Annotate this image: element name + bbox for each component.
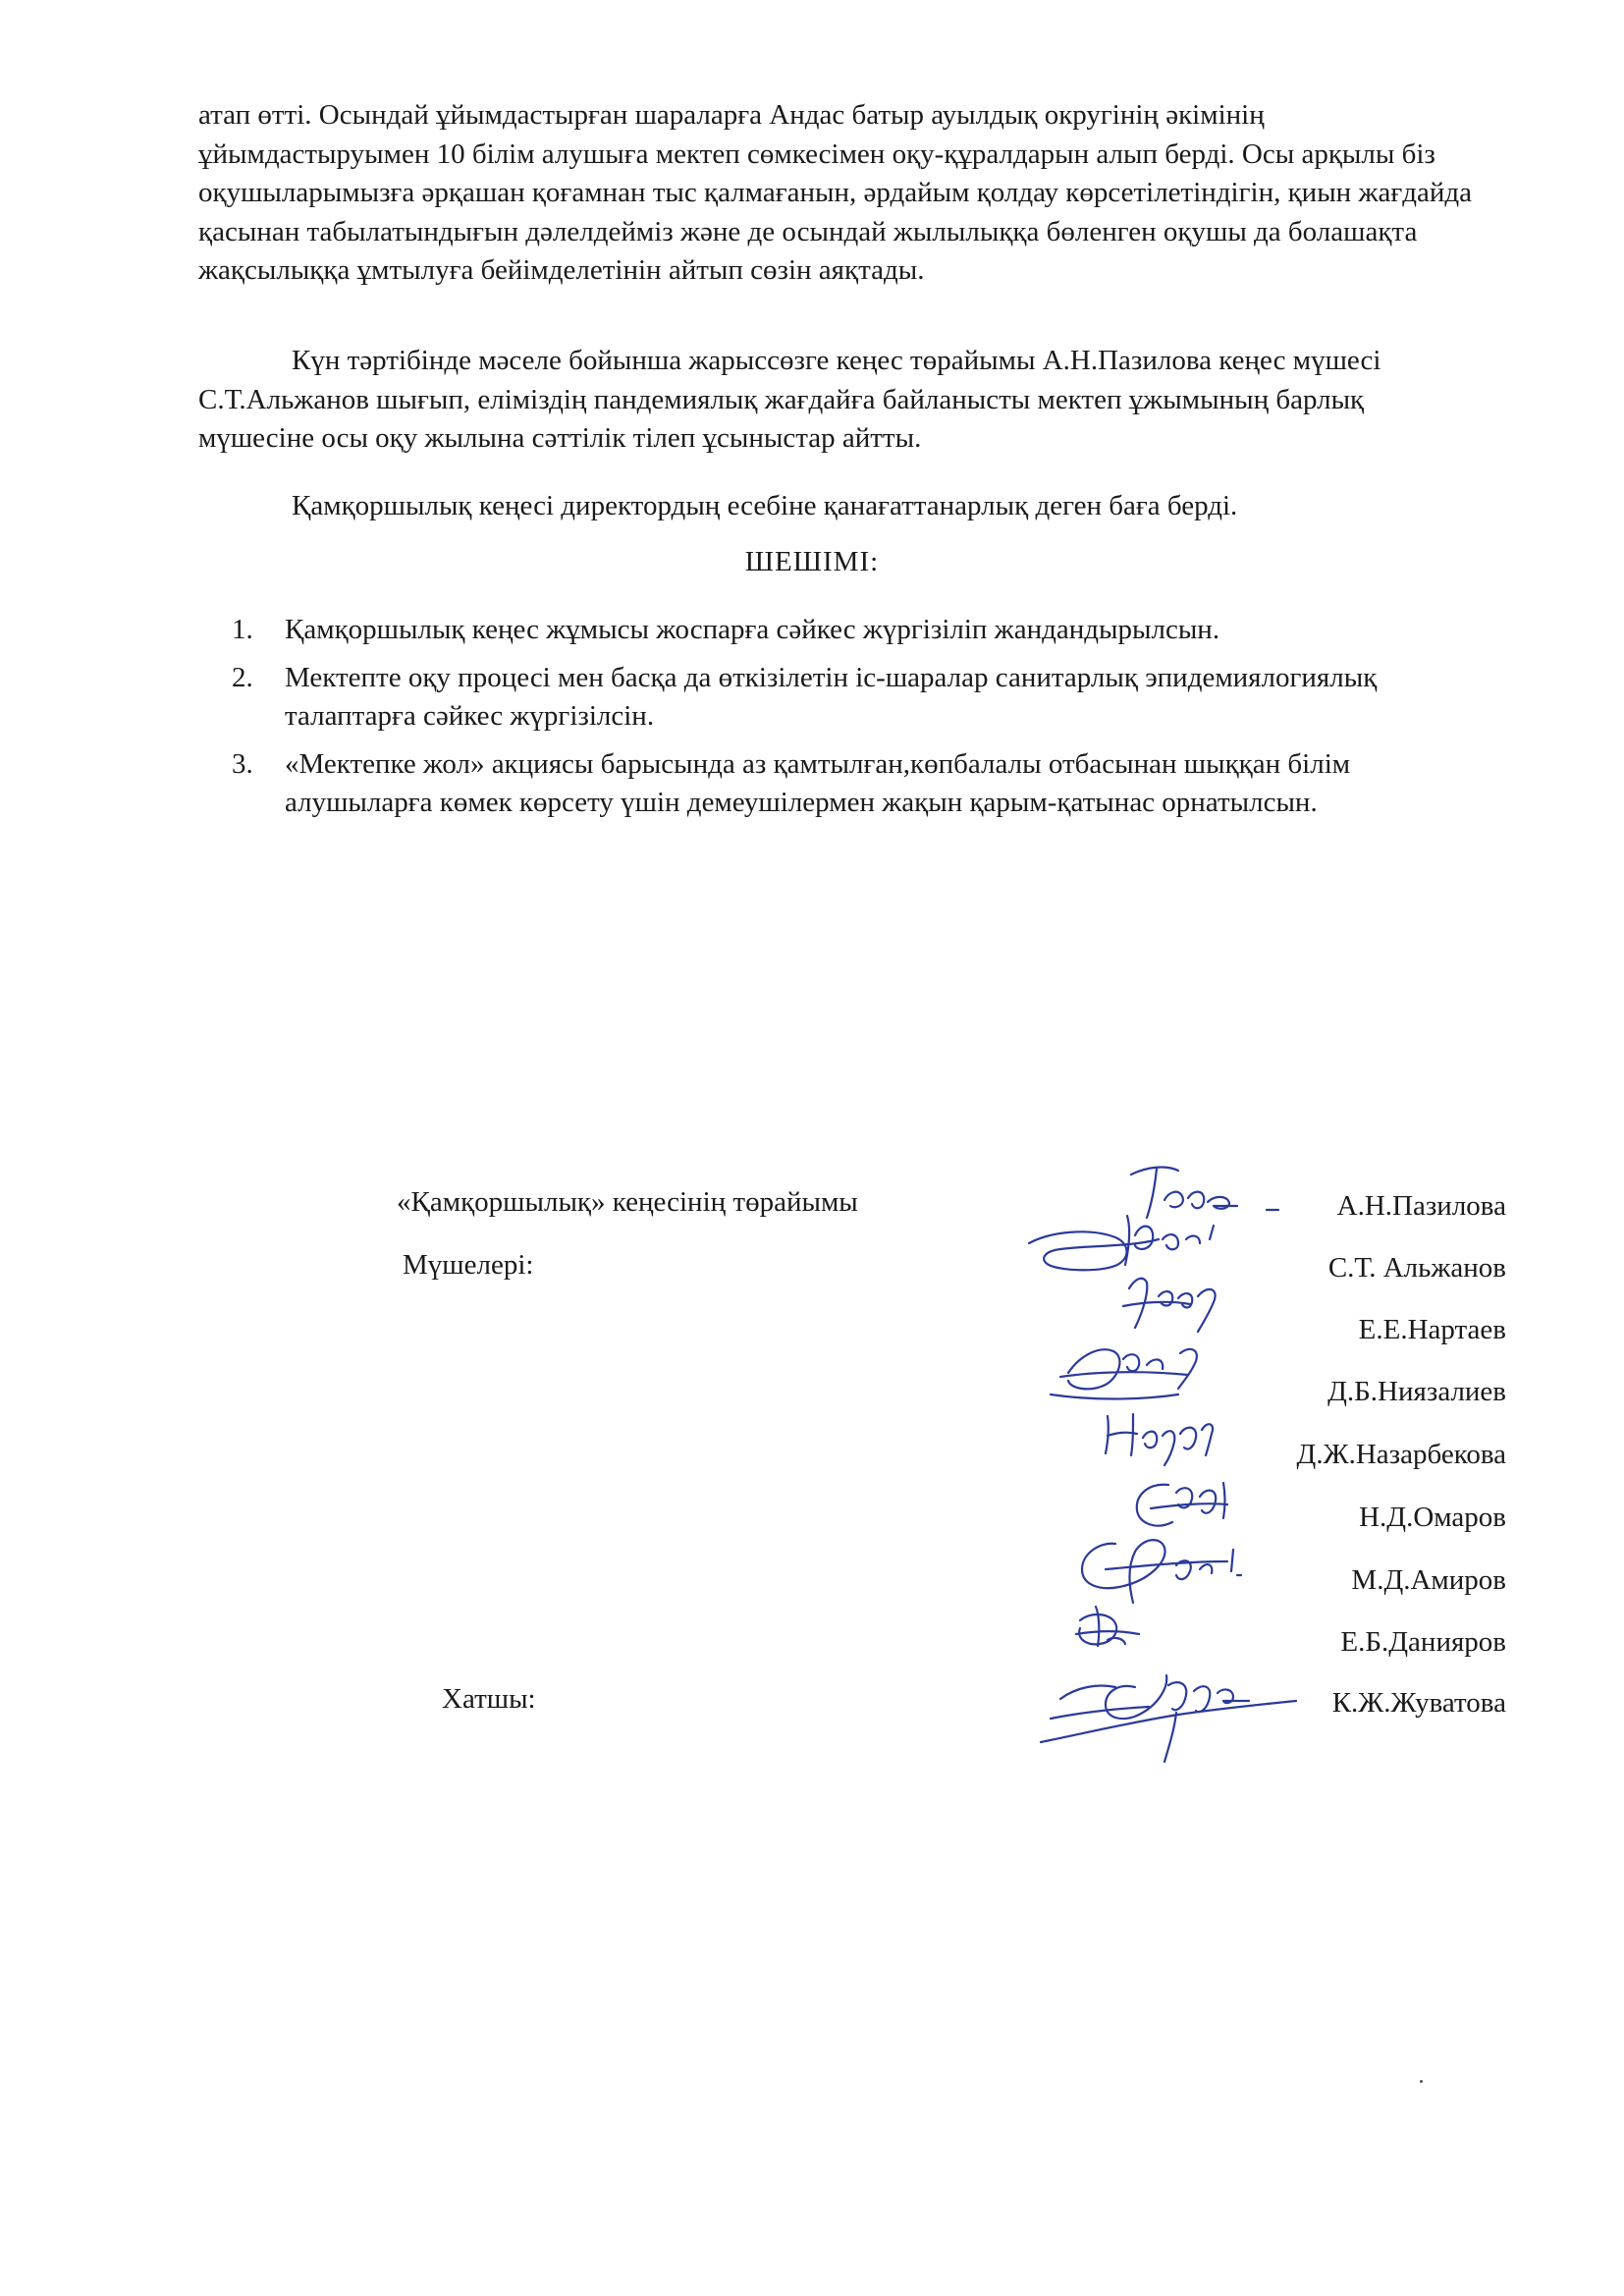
paragraph-assessment: Қамқоршылық кеңесі директордың есебіне қанағаттанарлық деген баға берді. [292,490,1238,521]
signatory-name: К.Ж.Жуватова [1331,1687,1506,1719]
signature-9 [1041,1675,1296,1762]
secretary-label: Хатшы: [442,1683,536,1715]
signature-4 [1051,1349,1197,1399]
decision-title: ШЕШІМІ: [744,546,880,577]
signatory-name: Д.Ж.Назарбекова [1296,1439,1506,1470]
signature-2 [1029,1216,1214,1270]
signature-3 [1123,1279,1216,1332]
signatory-name: Е.Б.Данияров [1340,1626,1506,1658]
scan-speck [1420,2080,1423,2083]
signature-5 [1106,1414,1213,1465]
signatory-name: С.Т. Альжанов [1327,1252,1506,1284]
decision-item-text: Қамқоршылық кеңес жұмысы жоспарға сәйкес жүргізіліп жандандырылсын. [285,614,1220,645]
signature-7 [1082,1540,1241,1603]
paragraph-discussion: Күн тәртібінде мәселе бойынша жарыссөзге кеңес төрайымы А.Н.Пазилова кеңес мүшесі С.Т.Альжанов шығып, еліміздің пандемиялық жағдайға байланысты мектеп ұжымының барлық мүшесіне осы оқу жылына сәттілік тілеп ұсыныстар айтты. [198,345,1381,454]
decision-list [232,611,1410,832]
decision-item [232,659,1410,736]
decision-item-text: Мектепте оқу процесі мен басқа да өткізілетін іс-шаралар санитарлық эпидемиялогиялық талаптарға сәйкес жүргізілсін. [285,662,1378,732]
signature-1 [1131,1168,1278,1218]
signatory-name: Е.Е.Нартаев [1358,1314,1506,1345]
decision-item [232,745,1410,822]
signature-6 [1137,1483,1227,1526]
signature-8 [1076,1607,1139,1646]
decision-item-number: 2. [232,662,253,693]
handwritten-signatures [1021,1149,1316,1777]
chair-label: «Қамқоршылық» кеңесінің төрайымы [397,1186,858,1218]
paragraph-intro: атап өтті. Осындай ұйымдастырған шараларға Андас батыр ауылдық округінің әкімінің ұйымдастыруымен 10 білім алушыға мектеп сөмкесімен оқу-құралдарын алып берді. Осы арқылы біз оқушыларымызға әрқашан қоғамнан тыс қалмағанын, әрдайым қолдау көрсетілетіндігін, қиын жағдайда қасынан табылатындығын дәлелдейміз және де осындай жылылыққа бөленген оқушы да болашақта жақсылыққа ұмтылуға бейімделетінін айтып сөзін аяқтады. [198,99,1473,286]
members-label: Мүшелері: [403,1249,534,1281]
signatory-name: Д.Б.Ниязалиев [1327,1376,1506,1407]
signatory-name: Н.Д.Омаров [1359,1502,1506,1533]
decision-item [232,611,1410,649]
decision-item-number: 1. [232,614,253,645]
decision-item-number: 3. [232,748,253,780]
signatory-name: А.Н.Пазилова [1336,1190,1506,1222]
signatory-name: М.Д.Амиров [1351,1564,1506,1596]
decision-item-text: «Мектепке жол» акциясы барысында аз қамтылған,көпбалалы отбасынан шыққан білім алушыларға көмек көрсету үшін демеушілермен жақын қарым-қатынас орнатылсын. [285,748,1351,818]
